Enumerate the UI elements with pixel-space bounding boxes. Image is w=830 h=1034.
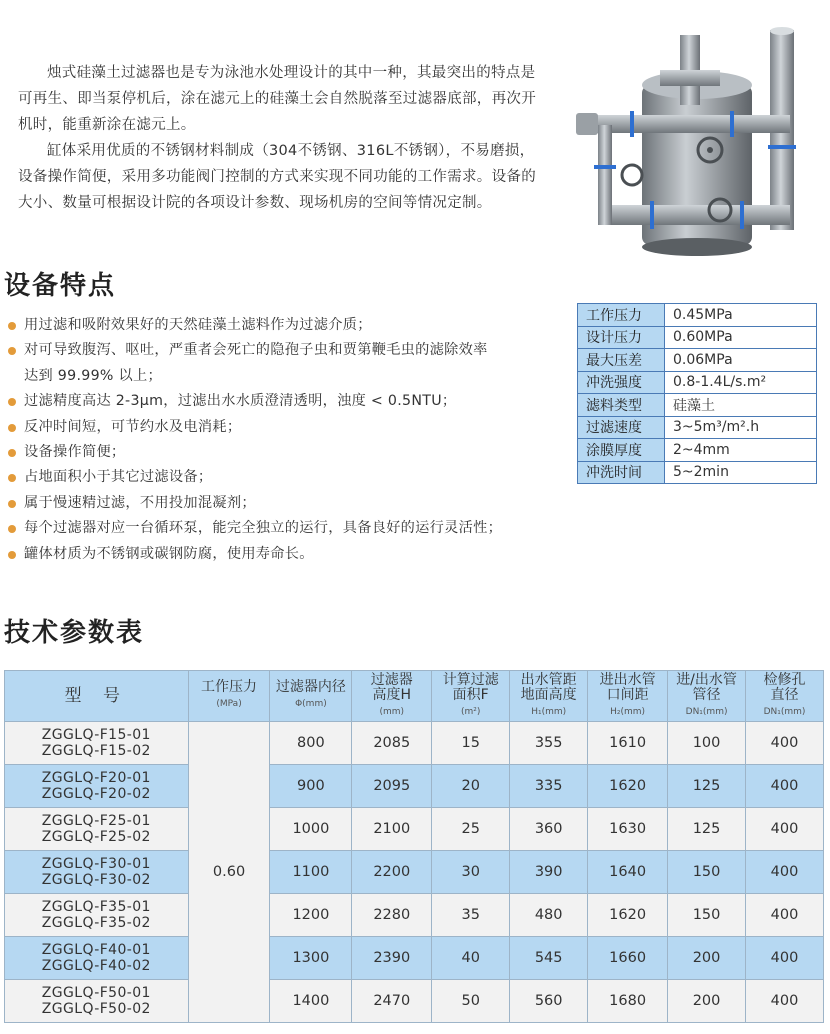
bullet-icon xyxy=(8,474,16,482)
table-cell: 2280 xyxy=(352,894,432,937)
table-cell: 1100 xyxy=(270,851,352,894)
table-row xyxy=(578,416,817,439)
bullet-icon xyxy=(8,551,16,559)
spec-value: 0.8-1.4L/s.m² xyxy=(665,371,817,394)
table-row xyxy=(578,349,817,372)
table-cell: 20 xyxy=(432,765,510,808)
table-cell: 360 xyxy=(510,808,588,851)
spec-key: 涂膜厚度 xyxy=(578,439,665,462)
table-cell: 1400 xyxy=(270,980,352,1023)
table-cell: 390 xyxy=(510,851,588,894)
intro-text xyxy=(18,60,538,216)
table-cell: 40 xyxy=(432,937,510,980)
table-row xyxy=(5,937,824,980)
column-header: 过滤器内径 Φ(mm) xyxy=(270,671,352,722)
spec-key: 工作压力 xyxy=(578,304,665,327)
table-cell: 35 xyxy=(432,894,510,937)
table-row xyxy=(578,304,817,327)
table-cell: 335 xyxy=(510,765,588,808)
table-row xyxy=(5,722,824,765)
column-header: 计算过滤面积F (m²) xyxy=(432,671,510,722)
table-cell: 100 xyxy=(668,722,746,765)
table-cell: 200 xyxy=(668,937,746,980)
table-cell: 400 xyxy=(746,808,824,851)
list-item: 属于慢速精过滤，不用投加混凝剂； xyxy=(8,491,568,516)
list-item: 对可导致腹泻、呕吐，严重者会死亡的隐孢子虫和贾第鞭毛虫的滤除效率达到 99.99% 以上； xyxy=(8,338,568,389)
filter-equipment-image xyxy=(570,25,810,260)
intro-paragraph-1: 烛式硅藻土过滤器也是专为泳池水处理设计的其中一种，其最突出的特点是可再生、即当泵停机后，涂在滤元上的硅藻土会自然脱落至过滤器底部，再次开机时，能重新涂在滤元上。 xyxy=(18,65,536,133)
table-row xyxy=(5,808,824,851)
spec-key: 过滤速度 xyxy=(578,416,665,439)
tech-params-title: 技术参数表 xyxy=(4,618,145,648)
table-cell: 2085 xyxy=(352,722,432,765)
table-cell: 2470 xyxy=(352,980,432,1023)
table-cell: 400 xyxy=(746,894,824,937)
table-cell: 545 xyxy=(510,937,588,980)
list-item: 罐体材质为不锈钢或碳钢防腐，使用寿命长。 xyxy=(8,542,568,567)
bullet-icon xyxy=(8,449,16,457)
spec-key: 冲洗时间 xyxy=(578,461,665,484)
spec-key: 冲洗强度 xyxy=(578,371,665,394)
table-cell: 2095 xyxy=(352,765,432,808)
spec-value: 0.60MPa xyxy=(665,326,817,349)
spec-key: 设计压力 xyxy=(578,326,665,349)
table-row xyxy=(578,394,817,417)
table-row xyxy=(578,371,817,394)
table-cell: 2200 xyxy=(352,851,432,894)
spec-table xyxy=(577,303,817,484)
spec-value: 3~5m³/m².h xyxy=(665,416,817,439)
list-item: 占地面积小于其它过滤设备； xyxy=(8,465,568,490)
column-header: 进出水管口间距 H₂(mm) xyxy=(588,671,668,722)
table-cell: 200 xyxy=(668,980,746,1023)
table-cell: 400 xyxy=(746,765,824,808)
model-cell: ZGGLQ-F15-01 ZGGLQ-F15-02 xyxy=(5,722,189,765)
table-cell: 1200 xyxy=(270,894,352,937)
model-cell: ZGGLQ-F40-01 ZGGLQ-F40-02 xyxy=(5,937,189,980)
column-header: 型 号 xyxy=(5,671,189,722)
table-row xyxy=(5,980,824,1023)
model-cell: ZGGLQ-F50-01 ZGGLQ-F50-02 xyxy=(5,980,189,1023)
table-cell: 125 xyxy=(668,765,746,808)
table-cell: 25 xyxy=(432,808,510,851)
list-item: 每个过滤器对应一台循环泵，能完全独立的运行，具备良好的运行灵活性； xyxy=(8,516,568,541)
table-cell: 1630 xyxy=(588,808,668,851)
spec-value: 0.45MPa xyxy=(665,304,817,327)
table-cell: 480 xyxy=(510,894,588,937)
table-cell: 1680 xyxy=(588,980,668,1023)
features-list xyxy=(8,313,568,567)
table-cell: 2390 xyxy=(352,937,432,980)
table-cell: 800 xyxy=(270,722,352,765)
model-cell: ZGGLQ-F35-01 ZGGLQ-F35-02 xyxy=(5,894,189,937)
table-cell: 1610 xyxy=(588,722,668,765)
table-cell: 400 xyxy=(746,980,824,1023)
bullet-icon xyxy=(8,347,16,355)
model-cell: ZGGLQ-F20-01 ZGGLQ-F20-02 xyxy=(5,765,189,808)
bullet-icon xyxy=(8,424,16,432)
pressure-cell: 0.60 xyxy=(188,722,270,1023)
table-cell: 355 xyxy=(510,722,588,765)
column-header: 进/出水管管径 DN₁(mm) xyxy=(668,671,746,722)
table-row xyxy=(578,461,817,484)
table-cell: 150 xyxy=(668,851,746,894)
table-cell: 50 xyxy=(432,980,510,1023)
table-cell: 560 xyxy=(510,980,588,1023)
intro-paragraph-2: 缸体采用优质的不锈钢材料制成（304不锈钢、316L不锈钢），不易磨损，设备操作简便，采用多功能阀门控制的方式来实现不同功能的工作需求。设备的大小、数量可根据设计院的各项设计参数、现场机房的空间等情况定制。 xyxy=(18,143,536,211)
column-header: 检修孔直径 DN₁(mm) xyxy=(746,671,824,722)
table-cell: 1300 xyxy=(270,937,352,980)
table-cell: 1620 xyxy=(588,765,668,808)
list-item: 用过滤和吸附效果好的天然硅藻土滤料作为过滤介质； xyxy=(8,313,568,338)
column-header: 过滤器高度H (mm) xyxy=(352,671,432,722)
table-row xyxy=(578,439,817,462)
table-cell: 400 xyxy=(746,722,824,765)
spec-key: 最大压差 xyxy=(578,349,665,372)
spec-value: 硅藻土 xyxy=(665,394,817,417)
bullet-icon xyxy=(8,322,16,330)
table-row xyxy=(5,765,824,808)
spec-key: 滤料类型 xyxy=(578,394,665,417)
table-cell: 1000 xyxy=(270,808,352,851)
table-cell: 1620 xyxy=(588,894,668,937)
list-item: 过滤精度高达 2-3μm，过滤出水水质澄清透明，浊度 < 0.5NTU； xyxy=(8,389,568,414)
table-cell: 1660 xyxy=(588,937,668,980)
table-cell: 400 xyxy=(746,851,824,894)
table-header-row xyxy=(5,671,824,722)
table-cell: 900 xyxy=(270,765,352,808)
column-header: 工作压力 (MPa) xyxy=(188,671,270,722)
table-cell: 150 xyxy=(668,894,746,937)
model-cell: ZGGLQ-F30-01 ZGGLQ-F30-02 xyxy=(5,851,189,894)
table-row xyxy=(5,894,824,937)
features-title: 设备特点 xyxy=(4,271,117,301)
spec-value: 5~2min xyxy=(665,461,817,484)
table-cell: 2100 xyxy=(352,808,432,851)
table-cell: 15 xyxy=(432,722,510,765)
table-cell: 30 xyxy=(432,851,510,894)
list-item: 反冲时间短，可节约水及电消耗； xyxy=(8,415,568,440)
bullet-icon xyxy=(8,500,16,508)
spec-value: 2~4mm xyxy=(665,439,817,462)
bullet-icon xyxy=(8,525,16,533)
column-header: 出水管距地面高度 H₁(mm) xyxy=(510,671,588,722)
tech-params-table xyxy=(4,670,824,1023)
table-row xyxy=(5,851,824,894)
table-row xyxy=(578,326,817,349)
model-cell: ZGGLQ-F25-01 ZGGLQ-F25-02 xyxy=(5,808,189,851)
spec-value: 0.06MPa xyxy=(665,349,817,372)
table-cell: 400 xyxy=(746,937,824,980)
list-item: 设备操作简便； xyxy=(8,440,568,465)
bullet-icon xyxy=(8,398,16,406)
table-cell: 1640 xyxy=(588,851,668,894)
table-cell: 125 xyxy=(668,808,746,851)
